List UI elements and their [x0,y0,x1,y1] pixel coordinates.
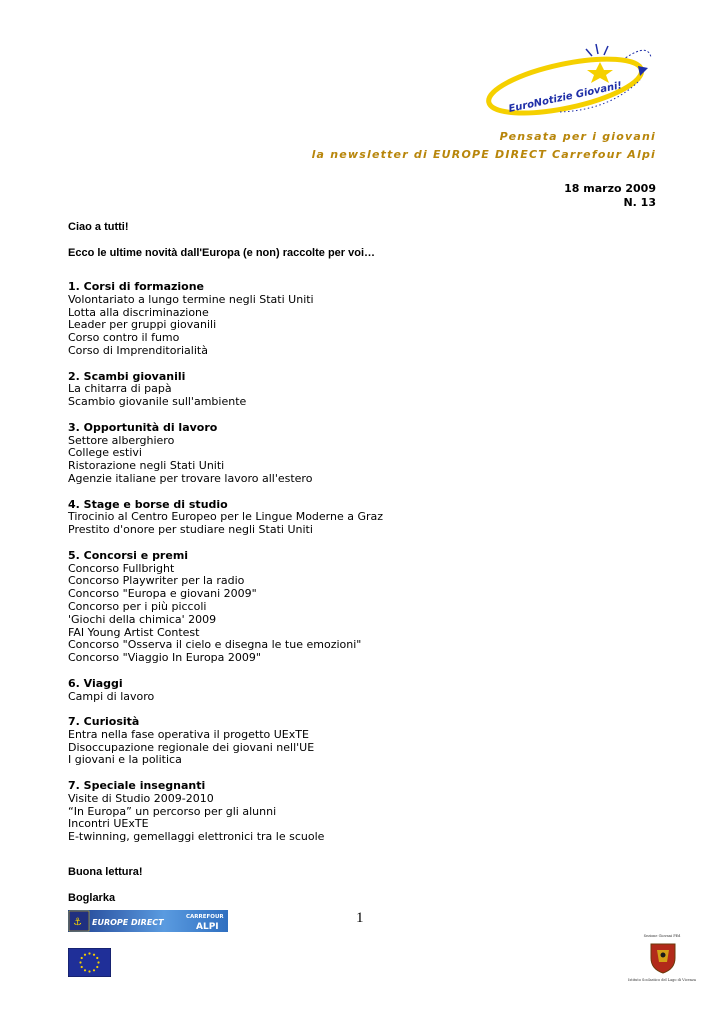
eu-flag-icon [68,948,111,977]
eu-star [88,970,90,972]
eu-star [84,969,86,971]
eu-star [93,969,95,971]
list-item[interactable]: Prestito d'onore per studiare negli Stati Uniti [68,523,313,537]
greeting: Ciao a tutti! [68,221,129,233]
banner-right-bottom: ALPI [196,922,219,932]
section-title: 1. Corsi di formazione [68,280,205,293]
list-item[interactable]: Entra nella fase operativa il progetto UExTE [68,727,309,741]
list-item[interactable]: Concorso Fullbright [68,561,175,575]
list-item[interactable]: “In Europa” un percorso per gli alunni [68,804,277,818]
list-item[interactable]: Leader per gruppi giovanili [68,318,217,332]
list-item[interactable]: Concorso "Europa e giovani 2009" [68,587,257,601]
section-stage [68,499,628,537]
emblem-caption-top: Sezione Giovani PEd [643,934,681,938]
section-title: 5. Concorsi e premi [68,548,189,562]
issue-date: 18 marzo 2009 [564,182,656,195]
list-item[interactable]: I giovani e la politica [68,753,182,767]
eu-star [93,954,95,956]
list-item[interactable]: E-twinning, gemellaggi elettronici tra le scuole [68,830,325,844]
list-item[interactable]: Tirocinio al Centro Europeo per le Lingue Moderne a Graz [68,510,384,524]
list-item[interactable]: Concorso per i più piccoli [68,599,207,613]
list-item[interactable]: Corso contro il fumo [68,331,180,345]
list-item[interactable]: College estivi [68,446,142,460]
banner-right-top: CARREFOUR [186,914,224,920]
page-number: 1 [356,910,364,926]
list-item[interactable]: La chitarra di papà [68,382,172,396]
section-title: 2. Scambi giovanili [68,369,186,383]
section-concorsi [68,550,628,665]
list-item[interactable]: Campi di lavoro [68,689,155,703]
section-lavoro [68,422,628,486]
list-item[interactable]: Scambio giovanile sull'ambiente [68,395,247,409]
tagline-secondary: la newsletter di EUROPE DIRECT Carrefour Alpi [311,148,656,161]
logo-text: EuroNotizie Giovani! [507,80,624,115]
list-item[interactable]: Lotta alla discriminazione [68,305,209,319]
tagline-primary: Pensata per i giovani [499,130,656,143]
emblem-caption-bottom: Istituto Scolastico del Lago di Vicenza [628,978,696,982]
section-title: 3. Opportunità di lavoro [68,420,218,434]
list-item[interactable]: Concorso "Osserva il cielo e disegna le tue emozioni" [68,638,362,652]
section-corsi [68,281,628,358]
list-item[interactable]: Settore alberghiero [68,433,175,447]
section-title: 7. Speciale insegnanti [68,779,206,793]
list-item[interactable]: Agenzie italiane per trovare lavoro all'estero [68,471,313,485]
section-title: 7. Curiosità [68,715,140,729]
eu-star [81,966,83,968]
europe-direct-banner [68,910,228,932]
eu-star [84,954,86,956]
list-item[interactable]: Ristorazione negli Stati Uniti [68,459,225,473]
issue-info [564,182,656,210]
section-viaggi [68,678,628,704]
coat-of-arms-icon [648,942,678,974]
eu-star [79,961,81,963]
closing-text: Buona lettura! [68,866,143,878]
list-item[interactable]: Concorso Playwriter per la radio [68,574,245,588]
list-item[interactable]: Concorso "Viaggio In Europa 2009" [68,651,261,665]
table-of-contents [68,281,628,857]
list-item[interactable]: Incontri UExTE [68,817,149,831]
eu-star [81,957,83,959]
euronotizie-giovani-logo [480,40,660,125]
section-title: 6. Viaggi [68,676,123,690]
eu-star [88,952,90,954]
list-item[interactable]: FAI Young Artist Contest [68,625,200,639]
section-scambi [68,371,628,409]
school-emblem [620,910,705,1015]
signature: Boglarka [68,892,116,904]
intro-text: Ecco le ultime novità dall'Europa (e non) raccolte per voi… [68,247,376,259]
eu-star [96,966,98,968]
list-item[interactable]: Disoccupazione regionale dei giovani nell'UE [68,740,315,754]
list-item[interactable]: Corso di Imprenditorialità [68,343,208,357]
section-title: 4. Stage e borse di studio [68,497,228,511]
banner-left-text: EUROPE DIRECT [92,918,164,927]
section-insegnanti [68,780,628,844]
eu-star [96,957,98,959]
list-item[interactable]: Visite di Studio 2009-2010 [68,791,214,805]
issue-number: N. 13 [623,196,656,209]
svg-text:⚓: ⚓ [73,917,82,928]
list-item[interactable]: 'Giochi della chimica' 2009 [68,612,217,626]
eu-star [97,961,99,963]
section-curiosita [68,716,628,767]
list-item[interactable]: Volontariato a lungo termine negli Stati Uniti [68,292,314,306]
